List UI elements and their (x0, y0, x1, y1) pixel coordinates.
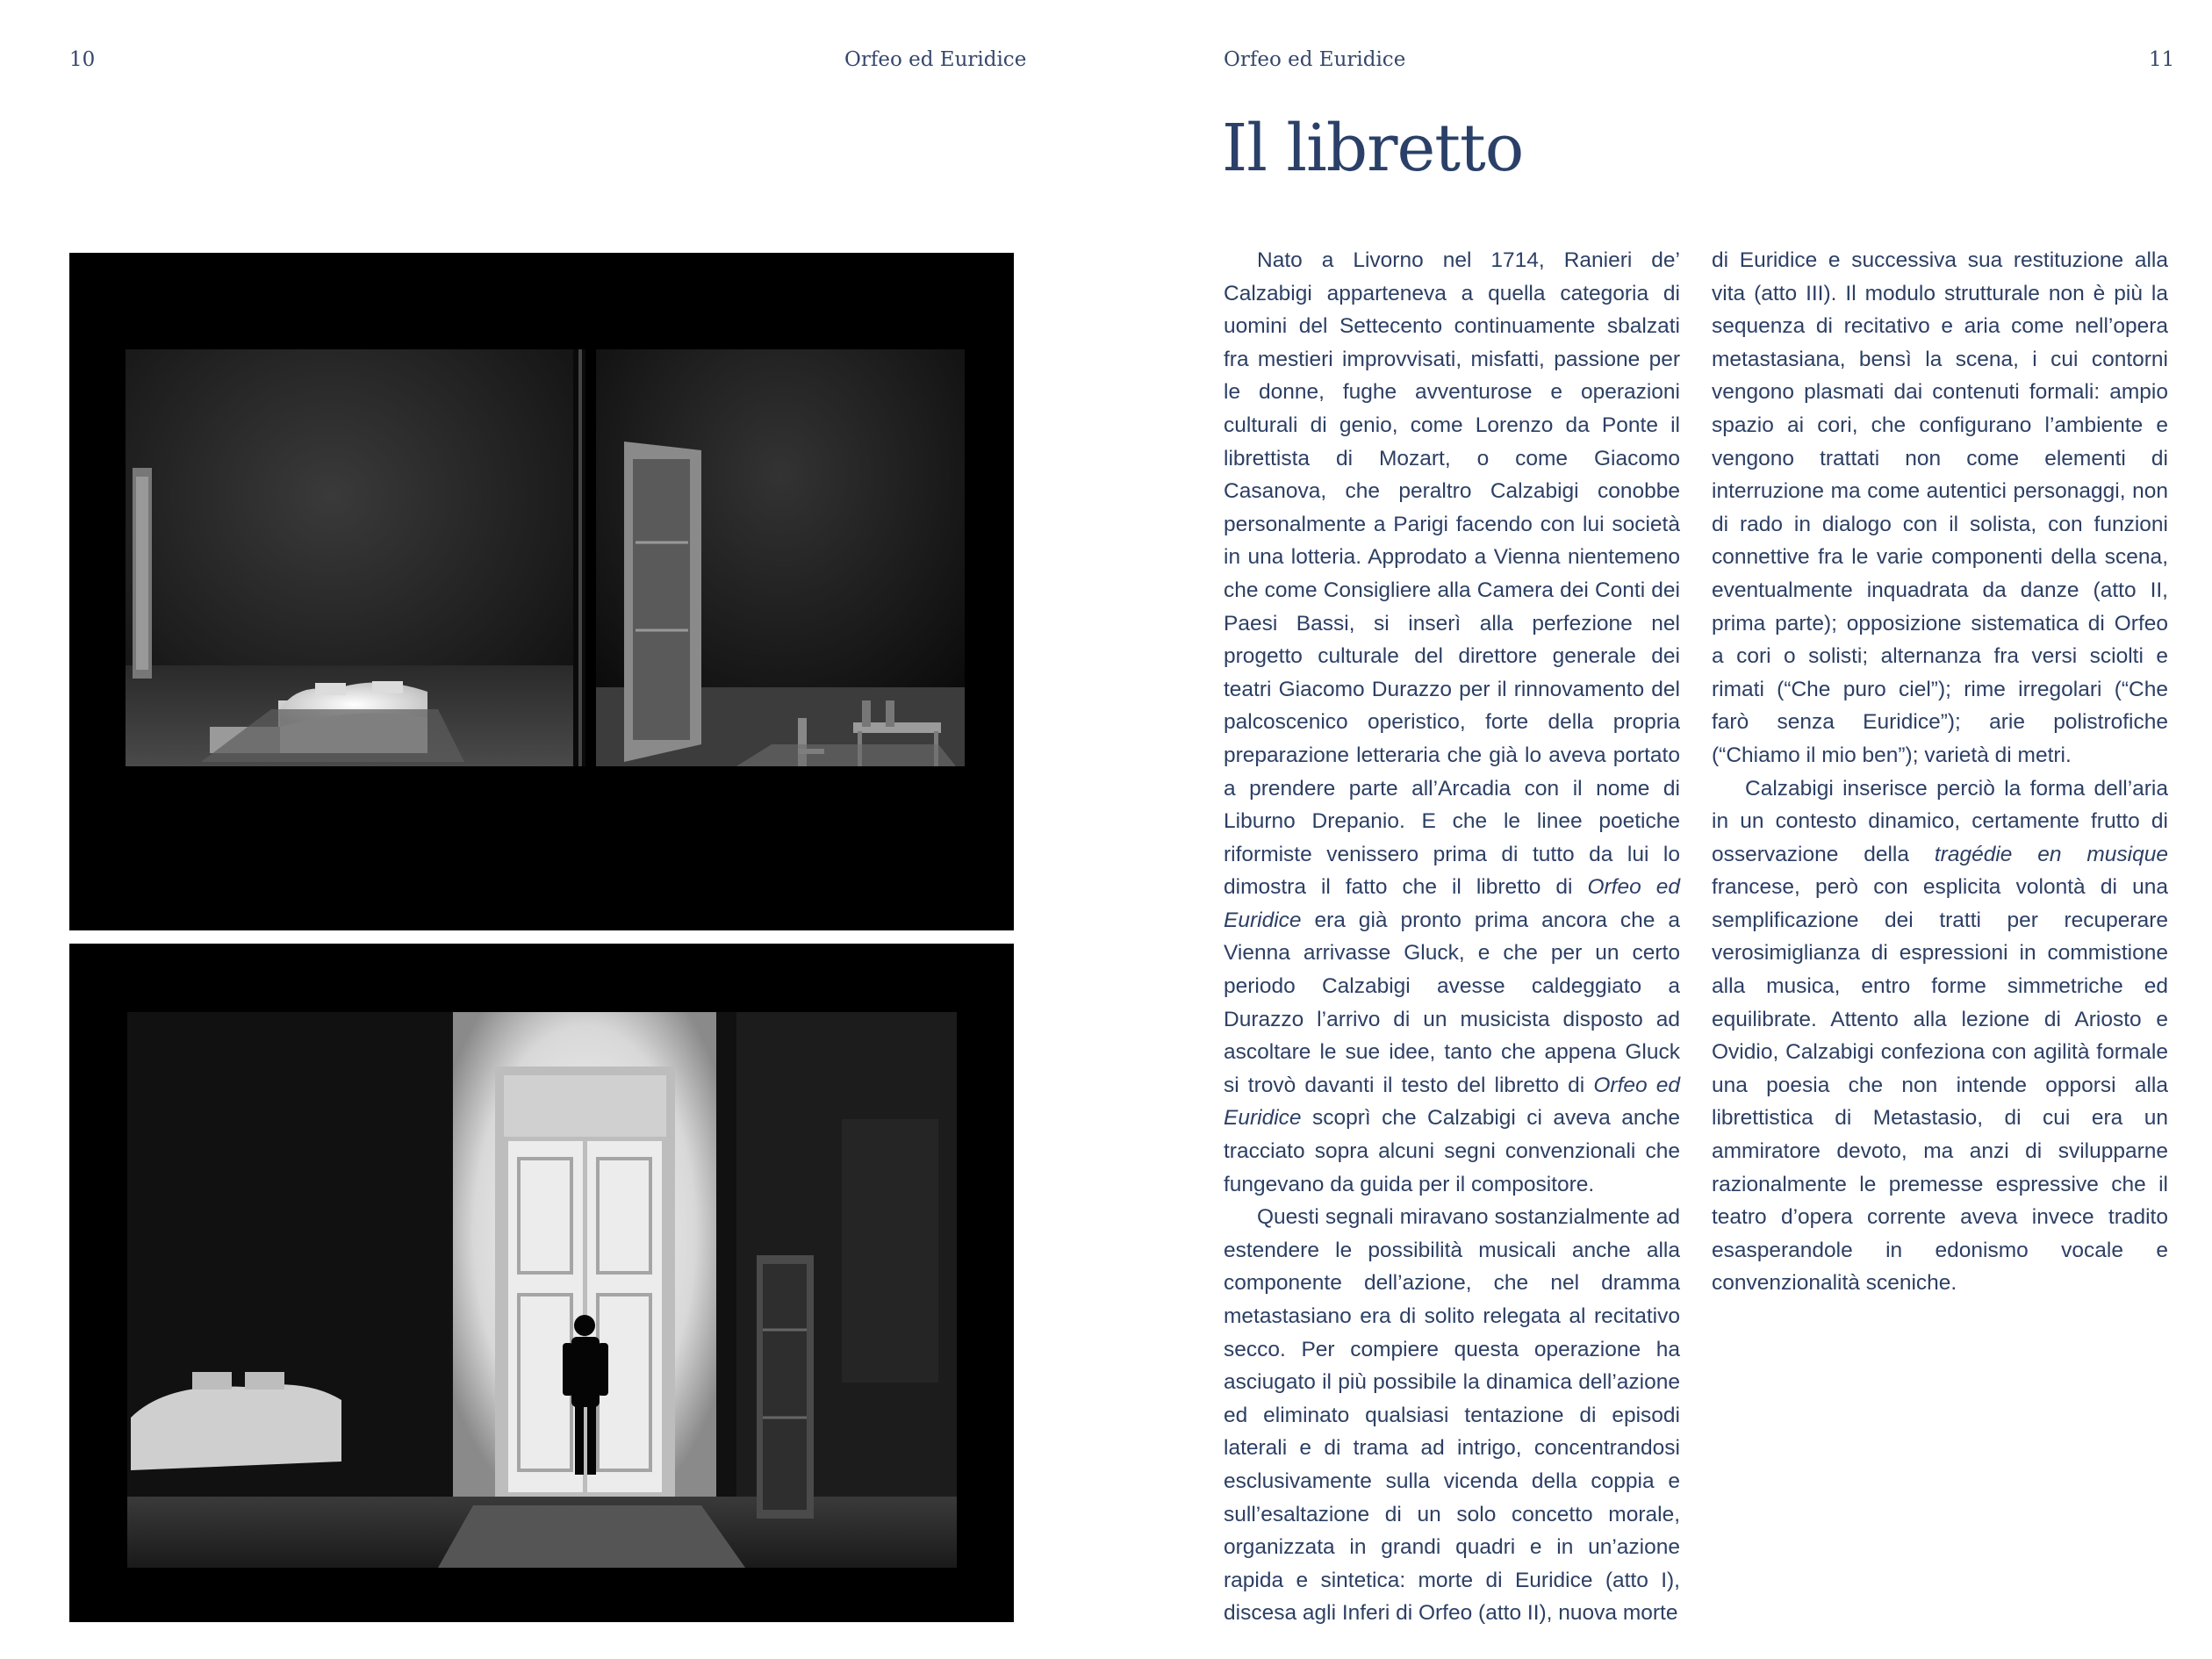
right-page-number: 11 (2149, 48, 2175, 71)
text-column-1 (1224, 244, 1680, 1630)
paragraph: Questi segnali miravano sostanzialmente ad estendere le possibilità musicali anche alla componente dell’azione, che nel dramma metastasiano era di solito relegata al recitativo secco. Per compiere questa operazione ha asciugato il più possibile la dinamica dell’azione ed eliminato qualsiasi tentazione di episodi laterali e di trama ad intrigo, concentrandosi esclusivamente sulla vicenda della coppia e sull’esaltazione di un solo concetto morale, organizzata in grandi quadri e in un’azione rapida e sintetica: morte di Euridice (atto I), discesa agli Inferi di Orfeo (atto II), nuova morte (1224, 1205, 1680, 1626)
left-page-number: 10 (69, 48, 96, 71)
left-running-title: Orfeo ed Euridice (844, 48, 1027, 71)
stage-model-image (69, 944, 1014, 1622)
stage-model-image (69, 253, 1014, 930)
stage-model-photo-bed-and-table (69, 253, 1014, 930)
paragraph: Calzabigi inserisce perciò la forma dell’aria in un contesto dinamico, certamente frutto di osservazione della tragédie en musique francese, però con esplicita volontà di una semplificazione dei tratti per recuperare verosimiglianza di espressioni in commistione alla musica, entro forme simmetriche ed equilibrate. Attento alla lezione di Ariosto e Ovidio, Calzabigi confeziona con agilità formale una poesia che non intende opporsi alla librettistica di Metastasio, di cui era un ammiratore devoto, ma anzi di svilupparne razionalmente le premesse espressive che il teatro d’opera corrente aveva invece tradito esasperandole in edonismo vocale e convenzionalità sceniche. (1712, 776, 2168, 1296)
page-title: Il libretto (1222, 111, 1524, 186)
paragraph: di Euridice e successiva sua restituzione alla vita (atto III). Il modulo strutturale non è più la sequenza di recitativo e aria come nell’opera metastasiana, bensì la scena, i cui contorni vengono plasmati dai contenuti formali: ampio spazio ai cori, che configurano l’ambiente e vengono trattati non come elementi di interruzione ma come autentici personaggi, non di rado in dialogo con il solista, con funzioni connettive fra le varie componenti della scena, eventualmente inquadrata da danze (atto II, prima parte); opposizione sistematica di Orfeo a cori o solisti; alternanza fra versi sciolti e rimati (“Che puro ciel”); rime irregolari (“Che farò senza Euridice”); arie polistrofiche (“Chiamo il mio ben”); varietà di metri. (1712, 248, 2168, 767)
right-running-title: Orfeo ed Euridice (1224, 48, 1406, 71)
stage-model-photo-doorway-figure (69, 944, 1014, 1622)
text-column-2 (1712, 244, 2168, 1300)
paragraph: Nato a Livorno nel 1714, Ranieri de’ Calzabigi apparteneva a quella categoria di uomini del Settecento continuamente sbalzati fra mestieri improvvisati, misfatti, passione per le donne, fughe avventurose e operazioni culturali di genio, come Lorenzo da Ponte il librettista di Mozart, o come Giacomo Casanova, che peraltro Calzabigi conobbe personalmente a Parigi facendo con lui società in una lotteria. Approdato a Vienna nientemeno che come Consigliere alla Camera dei Conti dei Paesi Bassi, si inserì alla perfezione nel progetto culturale del direttore generale dei teatri Giacomo Durazzo per il rinnovamento del palcoscenico operistico, forte della propria preparazione letteraria che già lo aveva portato a prendere parte all’Arcadia con il nome di Liburno Drepanio. E che le linee poetiche riformiste venissero prima di tutto da lui lo dimostra il fatto che il libretto di Orfeo ed Euridice era già pronto prima ancora che a Vienna arrivasse Gluck, e che per un certo periodo Calzabigi avesse caldeggiato a Durazzo l’arrivo di un musicista disposto ad ascoltare le sue idee, tanto che appena Gluck si trovò davanti il testo del libretto di Orfeo ed Euridice scoprì che Calzabigi ci aveva anche tracciato sopra alcuni segni convenzionali che fungevano da guida per il compositore. (1224, 248, 1680, 1196)
